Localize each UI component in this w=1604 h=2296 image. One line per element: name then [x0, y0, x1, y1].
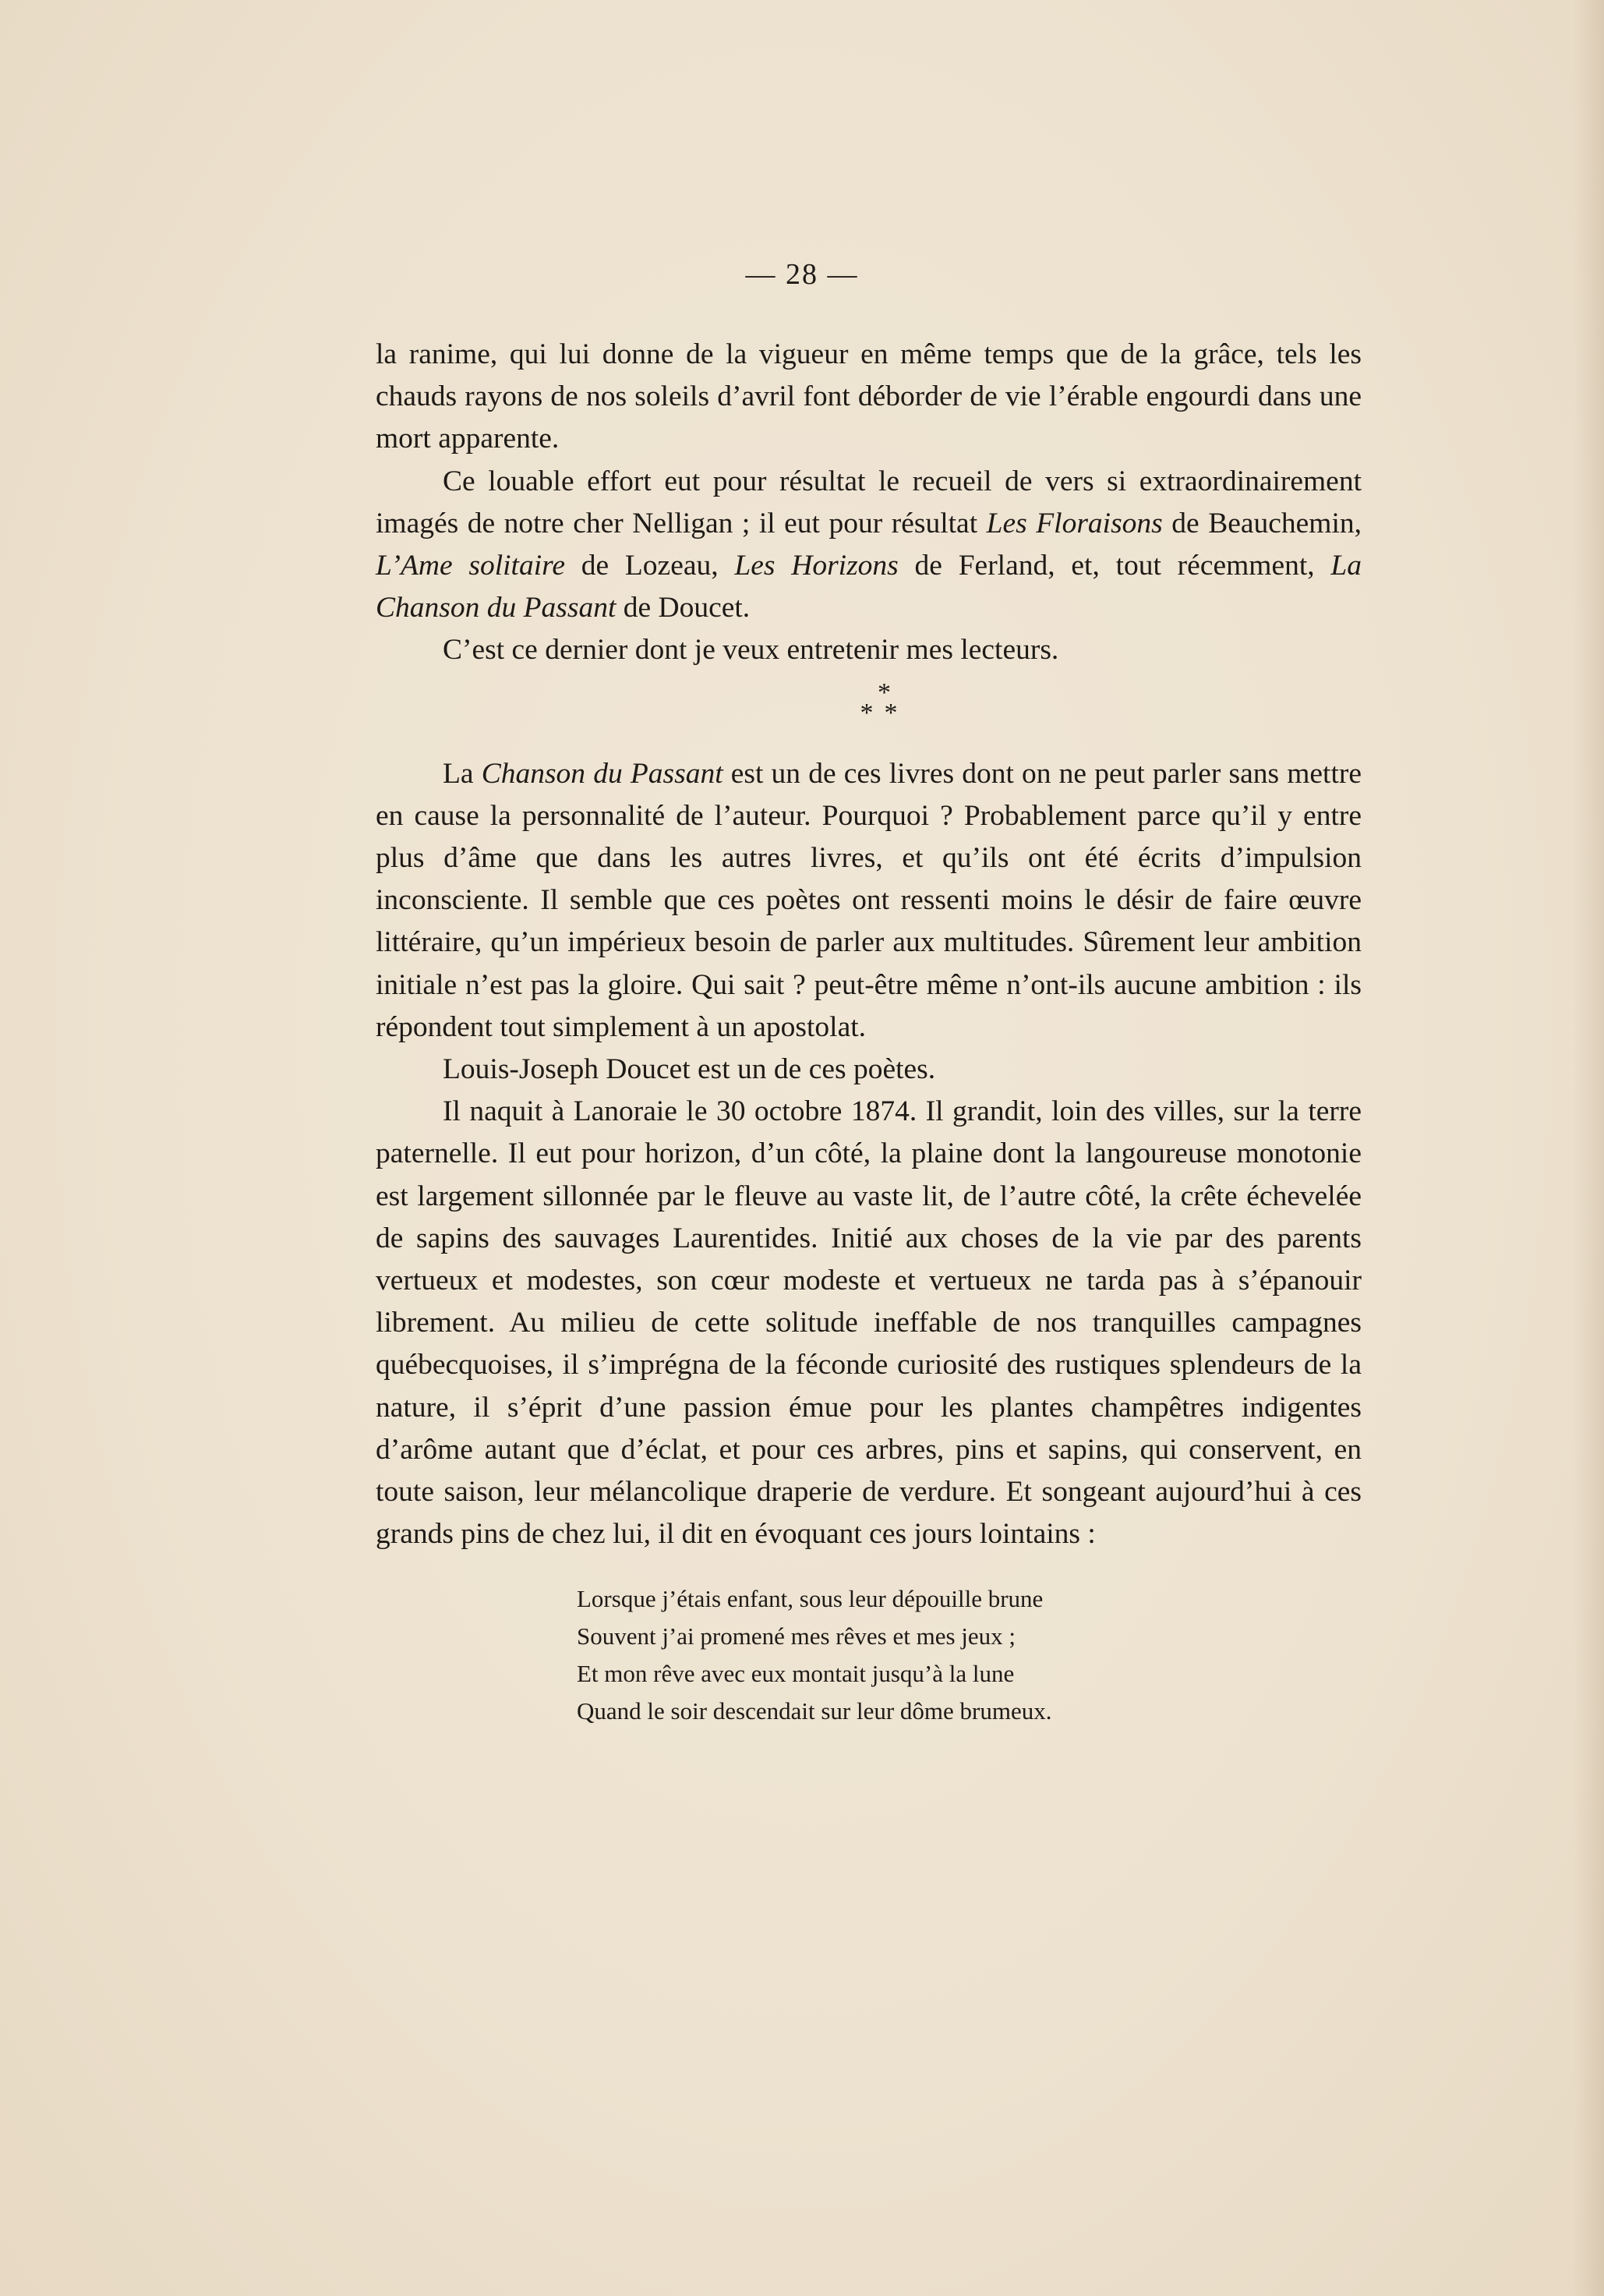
section-asterism: * **: [860, 677, 909, 727]
book-title: Chanson du Passant: [481, 757, 723, 790]
book-title: Les Floraisons: [986, 507, 1163, 540]
paragraph-continuation: la ranime, qui lui donne de la vigueur en même temps que de la grâce, tels les chauds rayons de nos soleils d’avril font déborder de vie l’érable engourdi dans une mort apparente.: [376, 338, 1362, 455]
paragraph-biography: Il naquit à Lanoraie le 30 octobre 1874. Il grandit, loin des villes, sur la terre paternelle. Il eut pour horizon, d’un côté, la plaine dont la langoureuse monotonie est largement sillonnée par le fleuve au vaste lit, de l’autre côté, la crête échevelée de sapins des sauvages Laurentides. Initié aux choses de la vie par des parents vertueux et modestes, son cœur modeste et vertueux ne tarda pas à s’épanouir librement. Au milieu de cette solitude ineffable de nos tranquilles campagnes québecquoises, il s’imprégna de la féconde curiosité des rustiques splendeurs de la nature, il s’éprit d’une passion émue pour les plantes champêtres indigentes d’arôme autant que d’éclat, et pour ces arbres, pins et sapins, qui conservent, en toute saison, leur mélancolique draperie de verdure. Et songeant aujourd’hui à ces grands pins de chez lui, il dit en évoquant ces jours lointains :: [376, 1095, 1362, 1551]
page-number: — 28 —: [745, 258, 859, 291]
page-edge-shadow: [1573, 0, 1604, 2296]
poem-quote: [577, 1580, 1362, 1730]
book-title: Les Horizons: [734, 550, 899, 582]
paragraph-effort: Ce louable effort eut pour résultat le recueil de vers si extraordinairement imagés de notre cher Nelligan ; il eut pour résultat Les Floraisons de Beauchemin, L’Ame solitaire de Lozeau, Les Horizons de Ferland, et, tout récemment, La Chanson du Passant de Doucet.: [376, 465, 1362, 624]
book-title: L’Ame solitaire: [376, 550, 565, 582]
poem-line: Et mon rêve avec eux montait jusqu’à la lune: [577, 1660, 1015, 1688]
paragraph-chanson: La Chanson du Passant est un de ces livres dont on ne peut parler sans mettre en cause la personnalité de l’auteur. Pourquoi ? Probablement parce qu’il y entre plus d’âme que dans les autres livres, et qu’ils ont été écrits d’impulsion inconsciente. Il semble que ces poètes ont ressenti moins le désir de faire œuvre littéraire, qu’un impérieux besoin de parler aux multitudes. Sûrement leur ambition initiale n’est pas la gloire. Qui sait ? peut-être même n’ont-ils aucune ambition : ils répondent tout simplement à un apostolat.: [376, 757, 1362, 1043]
paragraph-intro: C’est ce dernier dont je veux entretenir mes lecteurs.: [443, 634, 1059, 667]
poem-line: Lorsque j’étais enfant, sous leur dépouille brune: [577, 1585, 1044, 1613]
poem-line: Quand le soir descendait sur leur dôme brumeux.: [577, 1697, 1052, 1725]
paragraph-doucet: Louis-Joseph Doucet est un de ces poètes.: [443, 1053, 936, 1086]
body-text: [376, 334, 1362, 1730]
book-title: La Chanson du Passant: [376, 550, 1362, 624]
poem-line: Souvent j’ai promené mes rêves et mes jeux ;: [577, 1622, 1016, 1650]
